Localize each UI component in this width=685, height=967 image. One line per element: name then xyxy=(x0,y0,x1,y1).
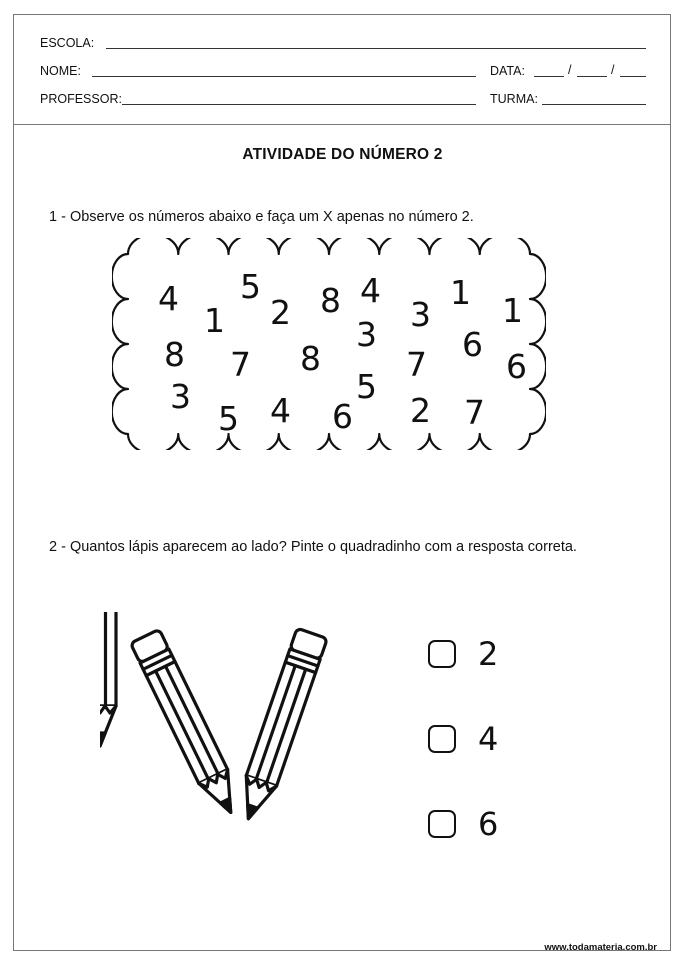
answer-label: 6 xyxy=(478,805,499,843)
number-cloud xyxy=(112,238,546,450)
number-item[interactable]: 7 xyxy=(230,345,251,384)
school-field[interactable] xyxy=(106,48,646,49)
pencil-icon xyxy=(100,612,330,832)
number-item[interactable]: 1 xyxy=(502,291,523,330)
number-item[interactable]: 1 xyxy=(450,273,471,312)
answer-option[interactable] xyxy=(428,636,548,676)
number-item[interactable]: 6 xyxy=(332,397,353,436)
answer-checkbox[interactable] xyxy=(428,810,456,838)
number-item[interactable]: 1 xyxy=(204,301,225,340)
answer-option[interactable] xyxy=(428,806,548,846)
pencils-illustration xyxy=(100,612,330,832)
number-item[interactable]: 8 xyxy=(320,281,341,320)
class-label: TURMA: xyxy=(490,92,538,106)
date-label: DATA: xyxy=(490,64,525,78)
question-1-text: 1 - Observe os números abaixo e faça um X apenas no número 2. xyxy=(49,209,474,225)
number-item[interactable]: 3 xyxy=(170,377,191,416)
name-label: NOME: xyxy=(40,64,81,78)
answer-checkbox[interactable] xyxy=(428,640,456,668)
number-item[interactable]: 8 xyxy=(300,339,321,378)
class-field[interactable] xyxy=(542,104,646,105)
date-separator: / xyxy=(611,63,615,77)
number-item[interactable]: 6 xyxy=(506,347,527,386)
date-day-field[interactable] xyxy=(534,76,564,77)
number-item[interactable]: 7 xyxy=(464,393,485,432)
answer-option[interactable] xyxy=(428,721,548,761)
number-item[interactable]: 7 xyxy=(406,345,427,384)
number-item[interactable]: 4 xyxy=(360,271,381,310)
date-year-field[interactable] xyxy=(620,76,646,77)
worksheet-header xyxy=(14,15,670,125)
teacher-field[interactable] xyxy=(122,104,476,105)
answer-label: 2 xyxy=(478,635,499,673)
activity-title: ATIVIDADE DO NÚMERO 2 xyxy=(242,146,443,163)
number-item[interactable]: 5 xyxy=(240,267,261,306)
date-month-field[interactable] xyxy=(577,76,607,77)
question-2-text: 2 - Quantos lápis aparecem ao lado? Pinte o quadradinho com a resposta correta. xyxy=(49,539,577,555)
number-item[interactable]: 3 xyxy=(410,295,431,334)
number-item[interactable]: 4 xyxy=(270,391,291,430)
answer-label: 4 xyxy=(478,720,499,758)
number-item[interactable]: 5 xyxy=(218,399,239,438)
number-item[interactable]: 3 xyxy=(356,315,377,354)
name-field[interactable] xyxy=(92,76,476,77)
number-item[interactable]: 2 xyxy=(410,391,431,430)
number-item[interactable]: 6 xyxy=(462,325,483,364)
number-item[interactable]: 8 xyxy=(164,335,185,374)
number-item[interactable]: 2 xyxy=(270,293,291,332)
number-item[interactable]: 4 xyxy=(158,279,179,318)
teacher-label: PROFESSOR: xyxy=(40,92,122,106)
footer-website: www.todamateria.com.br xyxy=(544,942,657,953)
answer-checkbox[interactable] xyxy=(428,725,456,753)
number-item[interactable]: 5 xyxy=(356,367,377,406)
school-label: ESCOLA: xyxy=(40,36,95,50)
date-separator: / xyxy=(568,63,572,77)
